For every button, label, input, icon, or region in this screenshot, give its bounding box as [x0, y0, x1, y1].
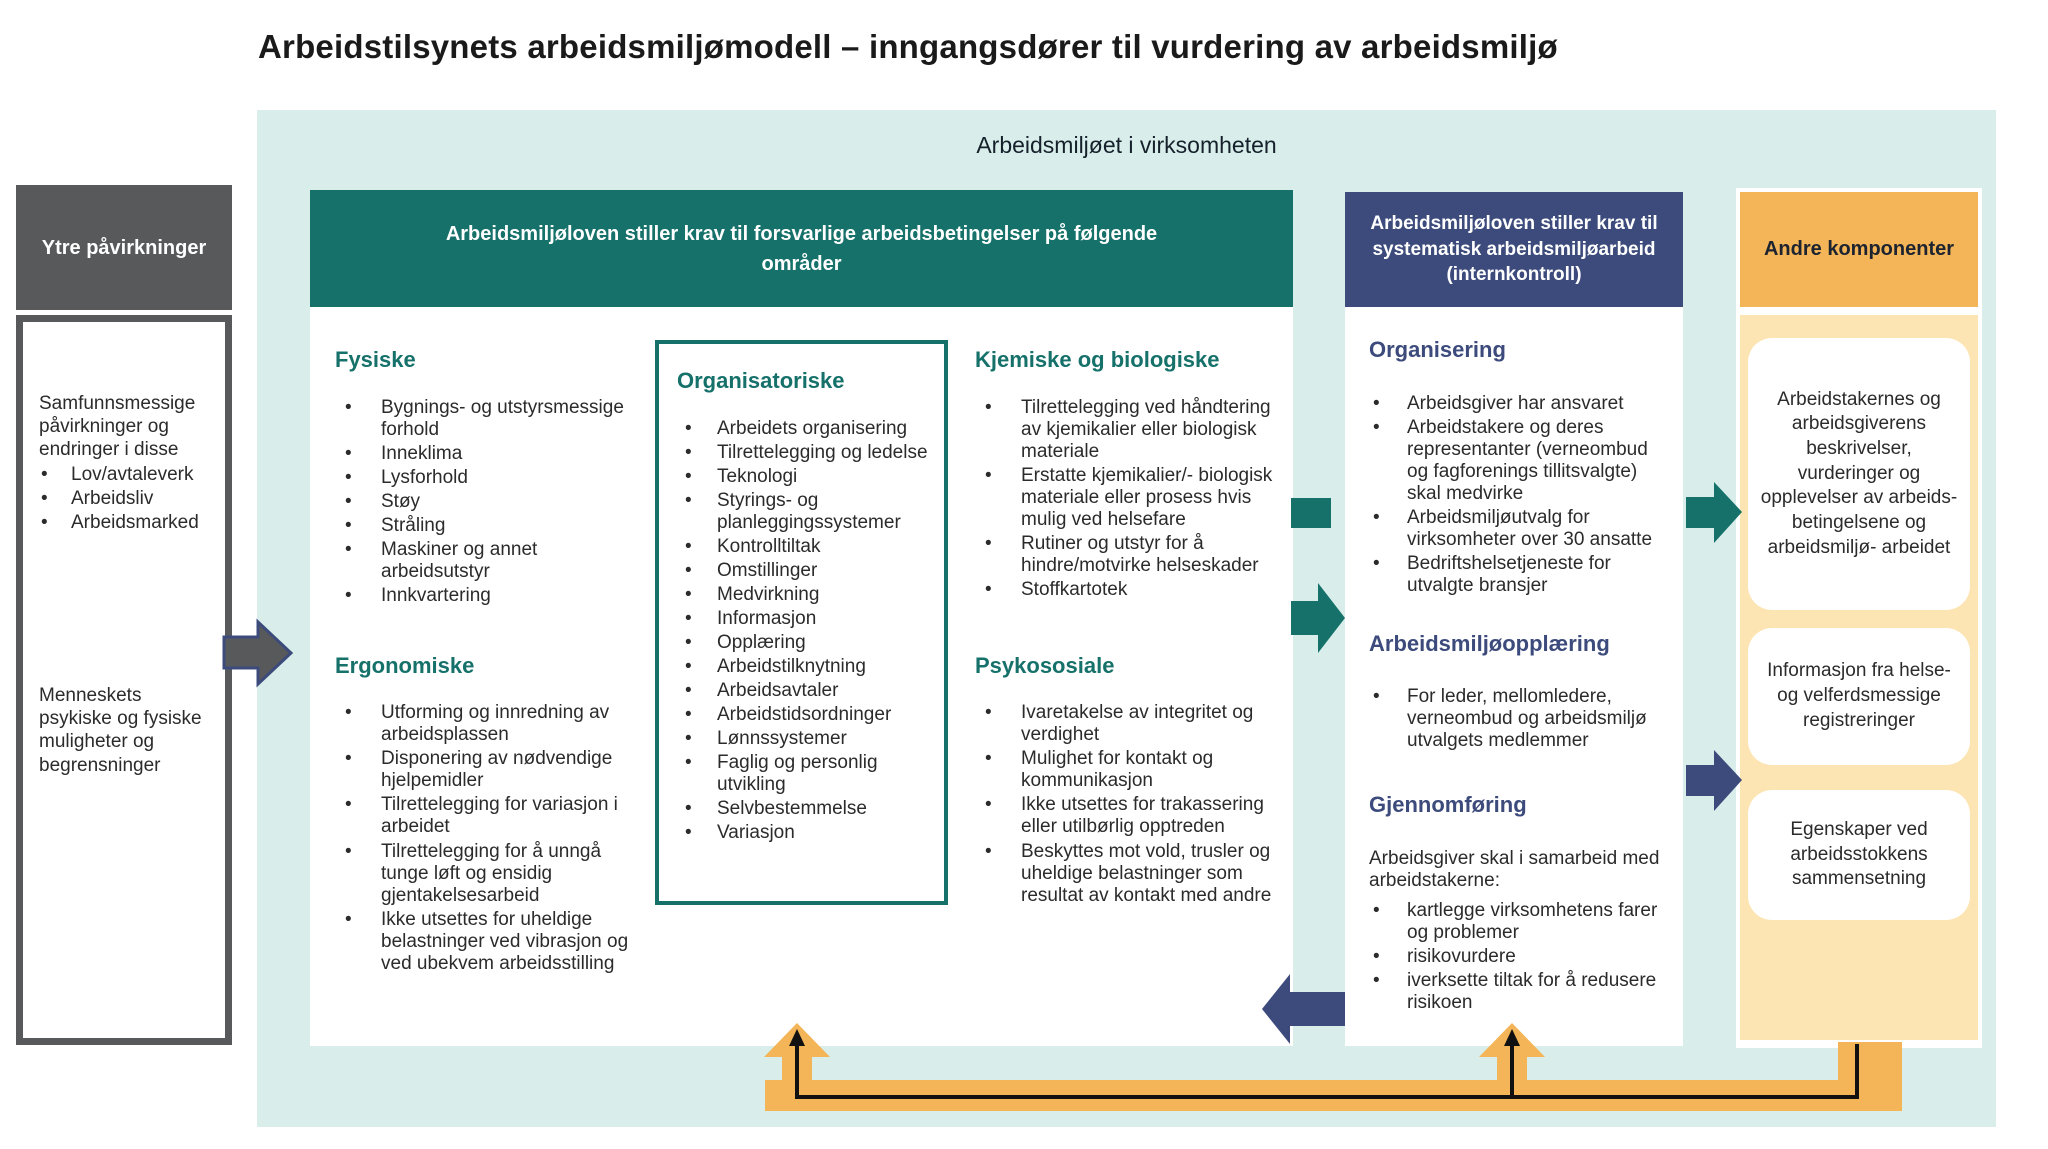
ergonomiske-list	[335, 702, 630, 974]
panel3-other-components	[1736, 188, 1982, 1048]
opplaering-heading: Arbeidsmiljøopplæring	[1369, 630, 1610, 656]
component-card-workforce-composition: Egenskaper ved arbeidsstokkens sammensetning	[1748, 790, 1970, 920]
column-fysiske-ergonomiske	[335, 347, 630, 977]
list-item: • Tilrettelegging og ledelse	[677, 442, 932, 464]
psykososiale-heading: Psykososiale	[975, 652, 1115, 678]
list-item: • Arbeidstidsordninger	[677, 704, 932, 726]
fysiske-list	[335, 397, 630, 607]
list-item: • Teknologi	[677, 466, 932, 488]
list-item: • Lysforhold	[335, 467, 630, 489]
list-item: • Lønnssystemer	[677, 728, 932, 750]
outer-influences-box	[16, 185, 232, 1045]
list-item: • Arbeidsliv	[39, 487, 213, 510]
list-item: • risikovurdere	[1369, 946, 1669, 968]
panel1-body	[310, 307, 1293, 1046]
societal-influences-list	[39, 463, 213, 535]
gjennomforing-list	[1369, 900, 1669, 1014]
list-item: • Variasjon	[677, 822, 932, 844]
human-capacities-text: Menneskets psykiske og fysiske muligheter og begrensninger	[39, 685, 202, 776]
panel3-yellow-body	[1740, 315, 1978, 1040]
psykososiale-list	[975, 702, 1283, 906]
list-item: • Stråling	[335, 515, 630, 537]
list-item: • For leder, mellomledere, verneombud og arbeidsmiljø utvalgets medlemmer	[1369, 686, 1669, 752]
organisatoriske-heading: Organisatoriske	[677, 368, 845, 393]
list-item: • Mulighet for kontakt og kommunikasjon	[975, 748, 1283, 792]
component-card-health-registrations: Informasjon fra helse- og velferdsmessige registreringer	[1748, 628, 1970, 765]
list-item: • Stoffkartotek	[975, 579, 1283, 601]
component-card-descriptions: Arbeidstakernes og arbeidsgiverens beskrivelser, vurderinger og opplevelser av arbeids- betingelsene og arbeidsmiljø- arbeidet	[1748, 338, 1970, 610]
organisatoriske-list	[677, 418, 932, 845]
list-item: • Arbeidsmiljøutvalg for virksomheter over 30 ansatte	[1369, 507, 1669, 551]
list-item: • Styrings- og planleggingssystemer	[677, 490, 932, 534]
panel3-header: Andre komponenter	[1740, 192, 1978, 307]
organisering-list	[1369, 393, 1669, 597]
list-item: • Lov/avtaleverk	[39, 463, 213, 486]
list-item: • Selvbestemmelse	[677, 798, 932, 820]
list-item: • Faglig og personlig utvikling	[677, 752, 932, 796]
societal-influences-text: Samfunnsmessige påvirkninger og endringer i disse	[39, 393, 196, 461]
list-item: • Tilrettelegging for variasjon i arbeidet	[335, 794, 630, 838]
list-item: • Tilrettelegging for å unngå tunge løft og ensidig gjentakelsesarbeid	[335, 841, 630, 907]
list-item: • Medvirkning	[677, 584, 932, 606]
organisatoriske-box	[655, 340, 948, 905]
opplaering-list	[1369, 686, 1669, 752]
list-item: • Støy	[335, 491, 630, 513]
list-item: • Kontrolltiltak	[677, 536, 932, 558]
list-item: • Inneklima	[335, 443, 630, 465]
list-item: • Utforming og innredning av arbeidsplassen	[335, 702, 630, 746]
list-item: • Bygnings- og utstyrsmessige forhold	[335, 397, 630, 441]
list-item: • Bedriftshelsetjeneste for utvalgte bransjer	[1369, 553, 1669, 597]
panel2-header: Arbeidsmiljøloven stiller krav til systematisk arbeidsmiljøarbeid (internkontroll)	[1345, 192, 1683, 307]
page-title: Arbeidstilsynets arbeidsmiljømodell – inngangsdører til vurdering av arbeidsmiljø	[258, 28, 1558, 65]
panel1-header: Arbeidsmiljøloven stiller krav til forsvarlige arbeidsbetingelser på følgende områder	[310, 190, 1293, 307]
list-item: • Arbeidstakere og deres representanter (verneombud og fagforenings tillitsvalgte) skal medvirke	[1369, 417, 1669, 505]
panel2-body	[1345, 307, 1683, 1046]
list-item: • Omstillinger	[677, 560, 932, 582]
list-item: • Ikke utsettes for trakassering eller utilbørlig opptreden	[975, 794, 1283, 838]
outer-influences-body	[16, 315, 232, 1045]
gjennomforing-heading: Gjennomføring	[1369, 792, 1527, 818]
list-item: • Rutiner og utstyr for å hindre/motvirke helseskader	[975, 533, 1283, 577]
list-item: • Arbeidstilknytning	[677, 656, 932, 678]
gjennomforing-intro: Arbeidsgiver skal i samarbeid med arbeidstakerne:	[1369, 847, 1660, 891]
list-item: • Arbeidsgiver har ansvaret	[1369, 393, 1669, 415]
list-item: • Ivaretakelse av integritet og verdighet	[975, 702, 1283, 746]
list-item: • Erstatte kjemikalier/- biologisk materiale eller prosess hvis mulig ved helsefare	[975, 465, 1283, 531]
list-item: • Innkvartering	[335, 585, 630, 607]
environment-label: Arbeidsmiljøet i virksomheten	[976, 132, 1277, 158]
list-item: • Maskiner og annet arbeidsutstyr	[335, 539, 630, 583]
kjemiske-heading: Kjemiske og biologiske	[975, 347, 1220, 372]
outer-influences-header: Ytre påvirkninger	[16, 185, 232, 310]
list-item: • Arbeidsmarked	[39, 511, 213, 534]
list-item: • Informasjon	[677, 608, 932, 630]
list-item: • Arbeidets organisering	[677, 418, 932, 440]
organisering-heading: Organisering	[1369, 337, 1506, 362]
list-item: • Disponering av nødvendige hjelpemidler	[335, 748, 630, 792]
ergonomiske-heading: Ergonomiske	[335, 652, 475, 678]
list-item: • Tilrettelegging ved håndtering av kjemikalier eller biologisk materiale	[975, 397, 1283, 463]
list-item: • Arbeidsavtaler	[677, 680, 932, 702]
list-item: • kartlegge virksomhetens farer og problemer	[1369, 900, 1669, 944]
list-item: • Beskyttes mot vold, trusler og uheldige belastninger som resultat av kontakt med andre	[975, 841, 1283, 907]
fysiske-heading: Fysiske	[335, 347, 416, 372]
list-item: • iverksette tiltak for å redusere risikoen	[1369, 970, 1669, 1014]
list-item: • Opplæring	[677, 632, 932, 654]
list-item: • Ikke utsettes for uheldige belastninger ved vibrasjon og ved ubekvem arbeidsstilling	[335, 909, 630, 975]
kjemiske-list	[975, 397, 1283, 601]
column-kjemiske-psykososiale	[975, 347, 1283, 909]
